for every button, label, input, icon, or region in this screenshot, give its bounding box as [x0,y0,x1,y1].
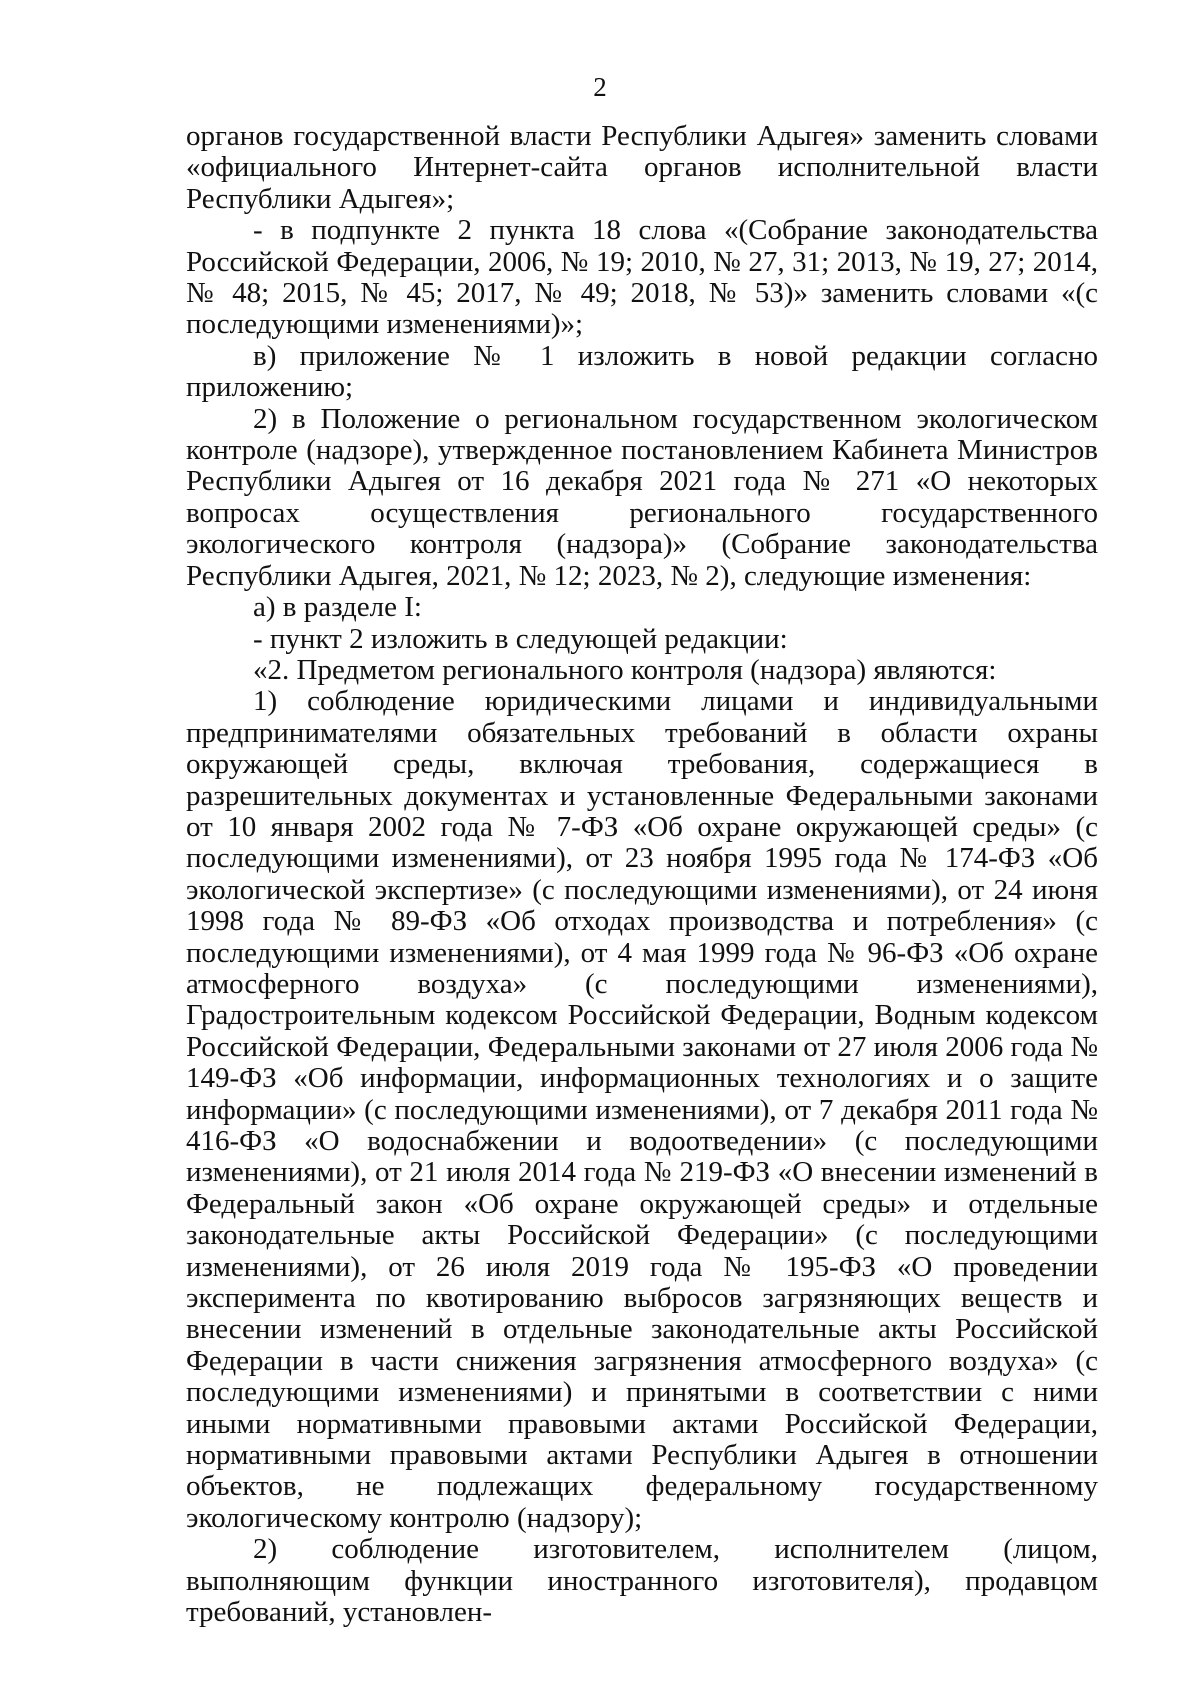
paragraph-control-item-2: 2) соблюдение изготовителем, исполнителем (лицом, выполняющим функции иностранного изготовителя), продавцом требований, установлен- [186,1533,1098,1629]
paragraph-subject-of-control: «2. Предметом регионального контроля (надзора) являются: [253,653,997,686]
paragraph-continuation: органов государственной власти Республики Адыгея» заменить словами «официального Интернет-сайта органов исполнительной власти Республики Адыгея»; [186,120,1098,215]
paragraph-section-1: а) в разделе I: [253,591,422,624]
document-body [186,121,1098,1629]
paragraph-appendix-1: в) приложение № 1 изложить в новой редакции согласно приложению; [186,339,1098,404]
page-number: 2 [593,72,607,102]
paragraph-item-2-new-edition: - пункт 2 изложить в следующей редакции: [253,622,788,655]
paragraph-subpoint-2-item-18: - в подпункте 2 пункта 18 слова «(Собрание законодательства Российской Федерации, 2006, № 19; 2010, № 27, 31; 2013, № 19, 27; 2014, № 48; 2015, № 45; 2017, № 49; 2018, № 53)» заменить словами «(с последующими изменениями)»; [186,214,1098,341]
paragraph-control-item-1: 1) соблюдение юридическими лицами и индивидуальными предпринимателями обязательных требований в области охраны окружающей среды, включая требования, содержащиеся в разрешительных документах и установленные Федеральными законами от 10 января 2002 года № 7-ФЗ «Об охране окружающей среды» (с последующими изменениями), от 23 ноября 1995 года № 174-ФЗ «Об экологической экспертизе» (с последующими изменениями), от 24 июня 1998 года № 89-ФЗ «Об отходах производства и потребления» (с последующими изменениями), от 4 мая 1999 года № 96-ФЗ «Об охране атмосферного воздуха» (с последующими изменениями), Градостроительным кодексом Российской Федерации, Водным кодексом Российской Федерации, Федеральными законами от 27 июля 2006 года № 149-ФЗ «Об информации, информационных технологиях и о защите информации» (с последующими изменениями), от 7 декабря 2011 года № 416-ФЗ «О водоснабжении и водоотведении» (с последующими изменениями), от 21 июля 2014 года № 219-ФЗ «О внесении изменений в Федеральный закон «Об охране окружающей среды» и отдельные законодательные акты Российской Федерации» (с последующими изменениями), от 26 июля 2019 года № 195-ФЗ «О проведении эксперимента по квотированию выбросов загрязняющих веществ и внесении изменений в отдельные законодательные акты Российской Федерации в части снижения загрязнения атмосферного воздуха» (с последующими изменениями) и принятыми в соответствии с ними иными нормативными правовыми актами Российской Федерации, нормативными правовыми актами Республики Адыгея в отношении объектов, не подлежащих федеральному государственному экологическому контролю (надзору); [186,685,1098,1534]
paragraph-regulation-changes: 2) в Положение о региональном государственном экологическом контроле (надзоре), утвержденное постановлением Кабинета Министров Республики Адыгея от 16 декабря 2021 года № 271 «О некоторых вопросах осуществления регионального государственного экологического контроля (надзора)» (Собрание законодательства Республики Адыгея, 2021, № 12; 2023, № 2), следующие изменения: [186,402,1098,592]
